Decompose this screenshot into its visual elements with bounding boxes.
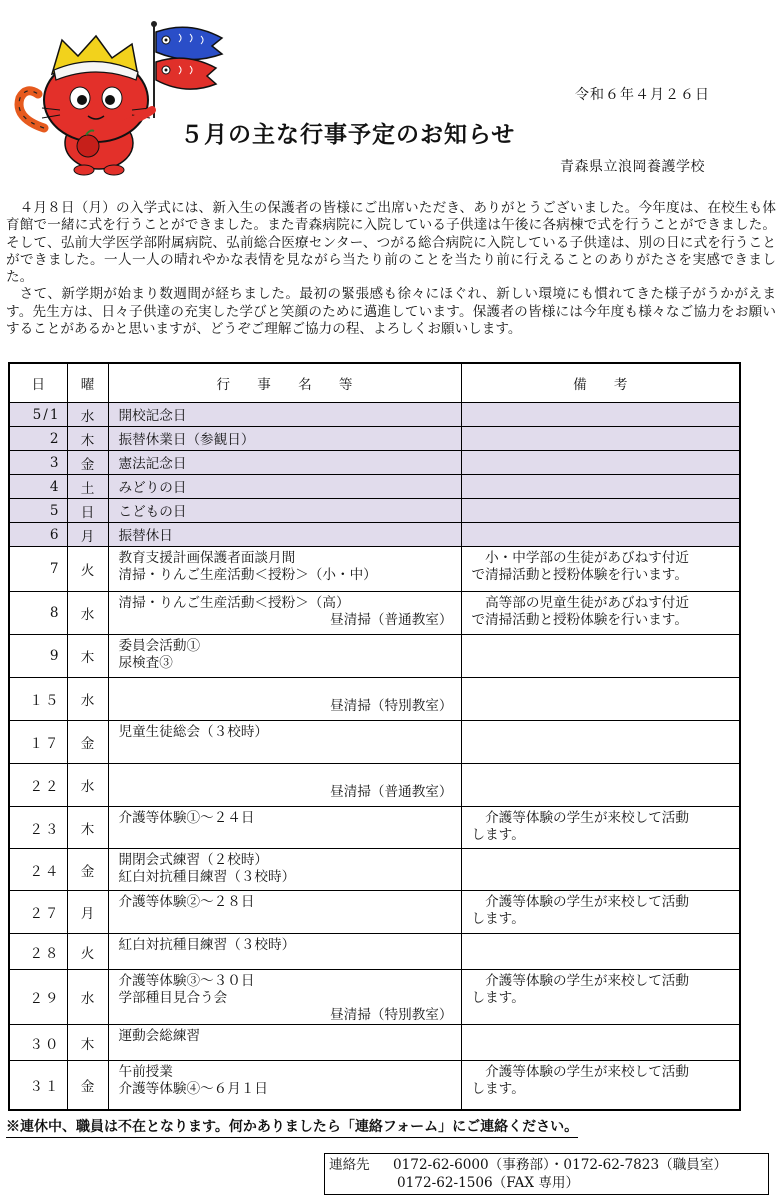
row-event-line: 紅白対抗種目練習（３校時）	[118, 869, 296, 885]
header-event: 行 事 名 等	[108, 363, 461, 403]
holiday-row	[9, 451, 740, 475]
row-event-line: 介護等体験④～６月１日	[118, 1081, 269, 1097]
row-note	[461, 721, 740, 764]
row-day: 5	[9, 499, 67, 523]
table-row	[9, 1025, 740, 1061]
row-day: ２４	[9, 849, 67, 891]
table-row	[9, 934, 740, 970]
intro-paragraph-2: さて、新学期が始まり数週間が経ちました。最初の緊張感も徐々にほぐれ、新しい環境にも慣れてきた様子がうかがえます。先生方は、日々子供達の充実した学びと笑顔のために邁進しています。保護者の皆様には今年度も様々なご協力をお願いすることがあるかと思いますが、どうぞご理解ご協力の程、よろしくお願いします。	[6, 286, 776, 338]
row-day: ２９	[9, 970, 67, 1025]
row-day: 6	[9, 523, 67, 547]
row-event: みどりの日	[108, 475, 461, 499]
header-weekday: 曜	[67, 363, 108, 403]
table-row	[9, 592, 740, 635]
contact-label: 連絡先	[329, 1157, 370, 1173]
row-note	[461, 678, 740, 721]
holiday-row	[9, 523, 740, 547]
table-row	[9, 678, 740, 721]
holiday-row	[9, 403, 740, 427]
row-event	[108, 721, 461, 764]
row-note	[461, 849, 740, 891]
row-event-line: 清掃・りんご生産活動＜授粉＞（小・中）	[118, 567, 377, 583]
row-event: 開校記念日	[108, 403, 461, 427]
row-event-cleaning: 昼清掃（特別教室）	[330, 698, 453, 714]
row-day: １５	[9, 678, 67, 721]
contact-phone-line-2: 0172-62-1506（FAX 専用）	[397, 1175, 580, 1191]
row-event: 振替休日	[108, 523, 461, 547]
table-row	[9, 807, 740, 849]
page-title: ５月の主な行事予定のお知らせ	[180, 122, 516, 148]
row-day: 8	[9, 592, 67, 635]
table-row	[9, 891, 740, 934]
holiday-row	[9, 427, 740, 451]
row-weekday: 木	[67, 1025, 108, 1061]
table-row	[9, 547, 740, 592]
header-note: 備 考	[461, 363, 740, 403]
row-note-line: 介護等体験の学生が来校して活動	[485, 894, 689, 910]
row-weekday: 土	[67, 475, 108, 499]
row-event-line: 開閉会式練習（２校時）	[118, 852, 269, 868]
row-event-line: 委員会活動①	[118, 638, 201, 654]
row-event	[108, 849, 461, 891]
row-event-line: 尿検査③	[118, 655, 173, 671]
row-note	[461, 523, 740, 547]
row-weekday: 水	[67, 764, 108, 807]
intro-paragraph-1: ４月８日（月）の入学式には、新入生の保護者の皆様にご出席いただき、ありがとうございました。今年度は、在校生も体育館で一緒に式を行うことができました。また青森病院に入院している子供達は午後に各病棟で式を行うことができました。そして、弘前大学医学部附属病院、弘前総合医療センター、つがる総合病院に入院している子供達は、別の日に式を行うことができました。一人一人の晴れやかな表情を見ながら当たり前のことを当たり前に行えることのありがたさを実感できました。	[6, 200, 776, 286]
row-event	[108, 592, 461, 635]
row-event	[108, 970, 461, 1025]
table-row	[9, 721, 740, 764]
row-day: １７	[9, 721, 67, 764]
row-event-line: 介護等体験②～２８日	[118, 894, 255, 910]
row-event-cleaning: 昼清掃（特別教室）	[330, 1007, 453, 1023]
row-event: 振替休業日（参観日）	[108, 427, 461, 451]
document-date: 令和６年４月２６日	[575, 87, 710, 103]
row-note	[461, 475, 740, 499]
row-note-line: します。	[471, 827, 525, 843]
table-header-row	[9, 363, 740, 403]
row-note	[461, 1025, 740, 1061]
row-day: ２７	[9, 891, 67, 934]
row-day: ２３	[9, 807, 67, 849]
row-event-line: 清掃・りんご生産活動＜授粉＞（高）	[118, 595, 350, 611]
intro-text	[6, 200, 776, 338]
row-note-line: で清掃活動と授粉体験を行います。	[471, 567, 688, 583]
row-note	[461, 807, 740, 849]
row-weekday: 火	[67, 547, 108, 592]
row-note	[461, 934, 740, 970]
row-note-line: 介護等体験の学生が来校して活動	[485, 810, 689, 826]
row-note	[461, 970, 740, 1025]
school-name: 青森県立浪岡養護学校	[560, 159, 705, 175]
row-note-line: 介護等体験の学生が来校して活動	[485, 1064, 689, 1080]
schedule-table	[8, 362, 741, 1111]
row-day: ３０	[9, 1025, 67, 1061]
row-event-line: 介護等体験③～３０日	[118, 973, 255, 989]
row-event	[108, 1061, 461, 1110]
row-weekday: 木	[67, 807, 108, 849]
row-note-line: します。	[471, 1081, 525, 1097]
row-note	[461, 891, 740, 934]
row-event-line: 児童生徒総会（３校時）	[118, 724, 269, 740]
row-event	[108, 934, 461, 970]
row-note	[461, 1061, 740, 1110]
row-day: 7	[9, 547, 67, 592]
row-event-line: 紅白対抗種目練習（３校時）	[118, 937, 296, 953]
row-note	[461, 499, 740, 523]
holiday-row	[9, 475, 740, 499]
row-event-line: 介護等体験①～２４日	[118, 810, 255, 826]
row-note	[461, 403, 740, 427]
contact-phone-line-1: 0172-62-6000（事務部）・0172-62-7823（職員室）	[393, 1157, 728, 1173]
row-weekday: 日	[67, 499, 108, 523]
row-event	[108, 635, 461, 678]
row-note	[461, 451, 740, 475]
row-weekday: 水	[67, 970, 108, 1025]
row-weekday: 月	[67, 523, 108, 547]
row-weekday: 木	[67, 427, 108, 451]
row-weekday: 火	[67, 934, 108, 970]
row-event	[108, 764, 461, 807]
holiday-row	[9, 499, 740, 523]
row-note-line: 小・中学部の生徒があびねす付近	[485, 550, 689, 566]
row-weekday: 木	[67, 635, 108, 678]
row-weekday: 金	[67, 1061, 108, 1110]
row-day: 5/1	[9, 403, 67, 427]
row-note-line: します。	[471, 990, 525, 1006]
schedule-body	[9, 403, 740, 1110]
row-event: こどもの日	[108, 499, 461, 523]
row-note	[461, 427, 740, 451]
row-note	[461, 592, 740, 635]
row-event	[108, 1025, 461, 1061]
row-event	[108, 678, 461, 721]
row-event: 憲法記念日	[108, 451, 461, 475]
table-row	[9, 635, 740, 678]
row-event	[108, 891, 461, 934]
row-day: 2	[9, 427, 67, 451]
header-day: 日	[9, 363, 67, 403]
row-event-cleaning: 昼清掃（普通教室）	[330, 612, 453, 628]
contact-box	[324, 1153, 769, 1195]
row-event-cleaning: 昼清掃（普通教室）	[330, 784, 453, 800]
row-event-line: 教育支援計画保護者面談月間	[118, 550, 296, 566]
table-row	[9, 764, 740, 807]
row-day: ３１	[9, 1061, 67, 1110]
row-day: ２２	[9, 764, 67, 807]
table-row	[9, 970, 740, 1025]
row-event	[108, 807, 461, 849]
row-note-line: 高等部の児童生徒があびねす付近	[485, 595, 689, 611]
row-weekday: 水	[67, 403, 108, 427]
row-day: 9	[9, 635, 67, 678]
row-day: 4	[9, 475, 67, 499]
row-weekday: 月	[67, 891, 108, 934]
row-note-line: 介護等体験の学生が来校して活動	[485, 973, 689, 989]
table-row	[9, 1061, 740, 1110]
row-note	[461, 635, 740, 678]
row-note	[461, 764, 740, 807]
row-weekday: 水	[67, 678, 108, 721]
apple-cat-mascot-with-koinobori-icon	[4, 18, 229, 178]
row-weekday: 金	[67, 451, 108, 475]
row-event-line: 運動会総練習	[118, 1028, 201, 1044]
row-event-line: 学部種目見合う会	[118, 990, 228, 1006]
row-day: ２８	[9, 934, 67, 970]
holiday-notice: ※連休中、職員は不在となります。何かありましたら「連絡フォーム」にご連絡ください。	[6, 1116, 578, 1138]
row-weekday: 水	[67, 592, 108, 635]
row-weekday: 金	[67, 721, 108, 764]
row-event-line: 午前授業	[118, 1064, 173, 1080]
row-note-line: で清掃活動と授粉体験を行います。	[471, 612, 688, 628]
row-event	[108, 547, 461, 592]
row-weekday: 金	[67, 849, 108, 891]
row-day: 3	[9, 451, 67, 475]
table-row	[9, 849, 740, 891]
row-note	[461, 547, 740, 592]
row-note-line: します。	[471, 911, 525, 927]
